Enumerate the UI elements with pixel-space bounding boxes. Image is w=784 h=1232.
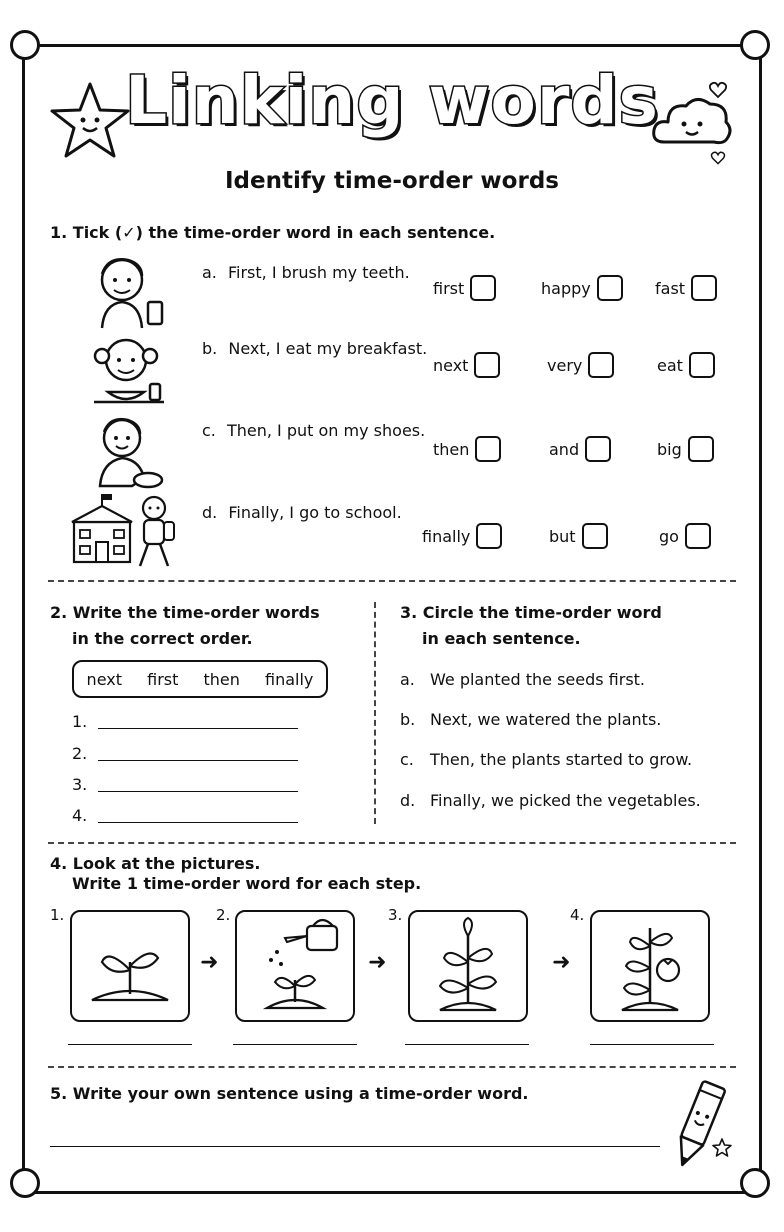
item-letter: b.: [400, 710, 416, 729]
q1-d-option-1[interactable]: [422, 523, 502, 549]
step-4-panel: [590, 910, 710, 1022]
question-3-heading-line-2: in each sentence.: [422, 629, 581, 648]
q1-item-d: [202, 503, 402, 522]
tick-box[interactable]: [597, 275, 623, 301]
option-label: finally: [422, 526, 471, 546]
item-sentence[interactable]: Finally, we picked the vegetables.: [430, 791, 701, 810]
answer-line-1[interactable]: [98, 728, 298, 729]
item-letter: d.: [400, 791, 416, 810]
word-bank-item: finally: [265, 669, 314, 689]
q1-d-option-2[interactable]: [549, 523, 608, 549]
option-label: happy: [541, 278, 591, 298]
q1-item-b: [202, 339, 427, 358]
step-number: 2.: [216, 906, 231, 924]
step-1-panel: [70, 910, 190, 1022]
answer-number: 4.: [72, 806, 88, 825]
q1-d-option-3[interactable]: [659, 523, 711, 549]
step-4-answer-line[interactable]: [590, 1044, 714, 1045]
q1-c-option-3[interactable]: [657, 436, 714, 462]
tick-box[interactable]: [688, 436, 714, 462]
border-corner-flourish: [10, 1168, 40, 1198]
item-sentence: Then, I put on my shoes.: [226, 421, 426, 440]
word-bank: [72, 660, 328, 698]
tick-box[interactable]: [470, 275, 496, 301]
tick-box[interactable]: [588, 352, 614, 378]
option-label: very: [547, 355, 583, 375]
q1-c-option-2[interactable]: [549, 436, 611, 462]
q1-a-option-3[interactable]: [655, 275, 717, 301]
option-label: but: [549, 526, 576, 546]
tick-box[interactable]: [689, 352, 715, 378]
option-label: next: [433, 355, 469, 375]
step-number: 4.: [570, 906, 585, 924]
border-corner-flourish: [10, 30, 40, 60]
item-letter: a.: [400, 670, 415, 689]
q1-item-c: [202, 421, 425, 440]
question-2-heading-line-2: in the correct order.: [72, 629, 253, 648]
step-3-answer-line[interactable]: [405, 1044, 529, 1045]
page-title-wrapper: [0, 62, 784, 139]
page-title: Linking words: [125, 62, 659, 139]
q1-b-option-2[interactable]: [547, 352, 614, 378]
item-letter: a.: [202, 263, 217, 282]
option-label: go: [659, 526, 679, 546]
q3-item-a: [400, 670, 645, 689]
section-divider: [48, 842, 736, 844]
child-eating-breakfast-illustration: [88, 330, 168, 410]
step-3-panel: [408, 910, 528, 1022]
answer-line-3[interactable]: [98, 791, 298, 792]
question-4-heading: [50, 854, 421, 894]
question-1-heading: 1. Tick (✓) the time-order word in each sentence.: [50, 223, 496, 242]
word-bank-item: then: [203, 669, 240, 689]
question-3-heading: [400, 600, 662, 652]
tomato-plant-icon: [592, 912, 708, 1020]
option-label: eat: [657, 355, 683, 375]
watering-can-icon: [237, 912, 353, 1020]
question-4-heading-line-1: 4. Look at the pictures.: [50, 854, 261, 873]
child-putting-on-shoes-illustration: [92, 412, 168, 492]
border-corner-flourish: [740, 30, 770, 60]
step-number: 1.: [50, 906, 65, 924]
q3-item-c: [400, 750, 692, 769]
tick-box[interactable]: [585, 436, 611, 462]
option-label: big: [657, 439, 682, 459]
question-5-heading: 5. Write your own sentence using a time-order word.: [50, 1084, 529, 1103]
tick-box[interactable]: [475, 436, 501, 462]
arrow-right-icon: ➜: [368, 950, 387, 975]
question-2-heading-line-1: 2. Write the time-order words: [50, 603, 320, 622]
answer-line-4[interactable]: [98, 822, 298, 823]
answer-number: 2.: [72, 744, 88, 763]
smiling-pencil-icon: [668, 1076, 728, 1176]
border-corner-flourish: [740, 1168, 770, 1198]
word-bank-item: next: [86, 669, 122, 689]
option-label: first: [433, 278, 465, 298]
child-brushing-teeth-illustration: [88, 250, 168, 330]
word-bank-item: first: [147, 669, 179, 689]
answer-number: 1.: [72, 712, 88, 731]
arrow-right-icon: ➜: [200, 950, 219, 975]
column-divider: [374, 602, 376, 824]
question-4-heading-line-2: Write 1 time-order word for each step.: [72, 874, 422, 893]
option-label: and: [549, 439, 580, 459]
q1-item-a: [202, 263, 410, 282]
q3-item-b: [400, 710, 661, 729]
answer-line-2[interactable]: [98, 760, 298, 761]
question-3-heading-line-1: 3. Circle the time-order word: [400, 603, 662, 622]
step-2-answer-line[interactable]: [233, 1044, 357, 1045]
q1-c-option-1[interactable]: [433, 436, 501, 462]
answer-number: 3.: [72, 775, 88, 794]
child-going-to-school-illustration: [70, 492, 180, 572]
item-sentence: Finally, I go to school.: [228, 503, 402, 522]
q3-item-d: [400, 791, 701, 810]
item-sentence[interactable]: We planted the seeds first.: [430, 670, 646, 689]
tick-box[interactable]: [691, 275, 717, 301]
page-subtitle: Identify time-order words: [225, 168, 559, 194]
item-sentence: First, I brush my teeth.: [227, 263, 410, 282]
question-2-heading: [50, 600, 320, 652]
growing-plant-icon: [410, 912, 526, 1020]
tick-box[interactable]: [582, 523, 608, 549]
item-letter: b.: [202, 339, 218, 358]
q1-b-option-3[interactable]: [657, 352, 715, 378]
tick-box[interactable]: [476, 523, 502, 549]
option-label: fast: [655, 278, 686, 298]
arrow-right-icon: ➜: [552, 950, 571, 975]
sprout-icon: [72, 912, 188, 1020]
q1-a-option-1[interactable]: [433, 275, 496, 301]
item-sentence: Next, I eat my breakfast.: [228, 339, 428, 358]
tick-box[interactable]: [685, 523, 711, 549]
step-1-answer-line[interactable]: [68, 1044, 192, 1045]
step-number: 3.: [388, 906, 403, 924]
q1-a-option-2[interactable]: [541, 275, 623, 301]
step-2-panel: [235, 910, 355, 1022]
sentence-answer-line[interactable]: [50, 1146, 660, 1147]
tick-box[interactable]: [474, 352, 500, 378]
section-divider: [48, 1066, 736, 1068]
section-divider: [48, 580, 736, 582]
star-icon: [712, 1138, 732, 1158]
item-letter: c.: [202, 421, 216, 440]
item-letter: c.: [400, 750, 414, 769]
item-sentence[interactable]: Next, we watered the plants.: [430, 710, 662, 729]
q1-b-option-1[interactable]: [433, 352, 500, 378]
heart-icon: [710, 150, 726, 166]
option-label: then: [433, 439, 470, 459]
item-sentence[interactable]: Then, the plants started to grow.: [430, 750, 693, 769]
item-letter: d.: [202, 503, 218, 522]
